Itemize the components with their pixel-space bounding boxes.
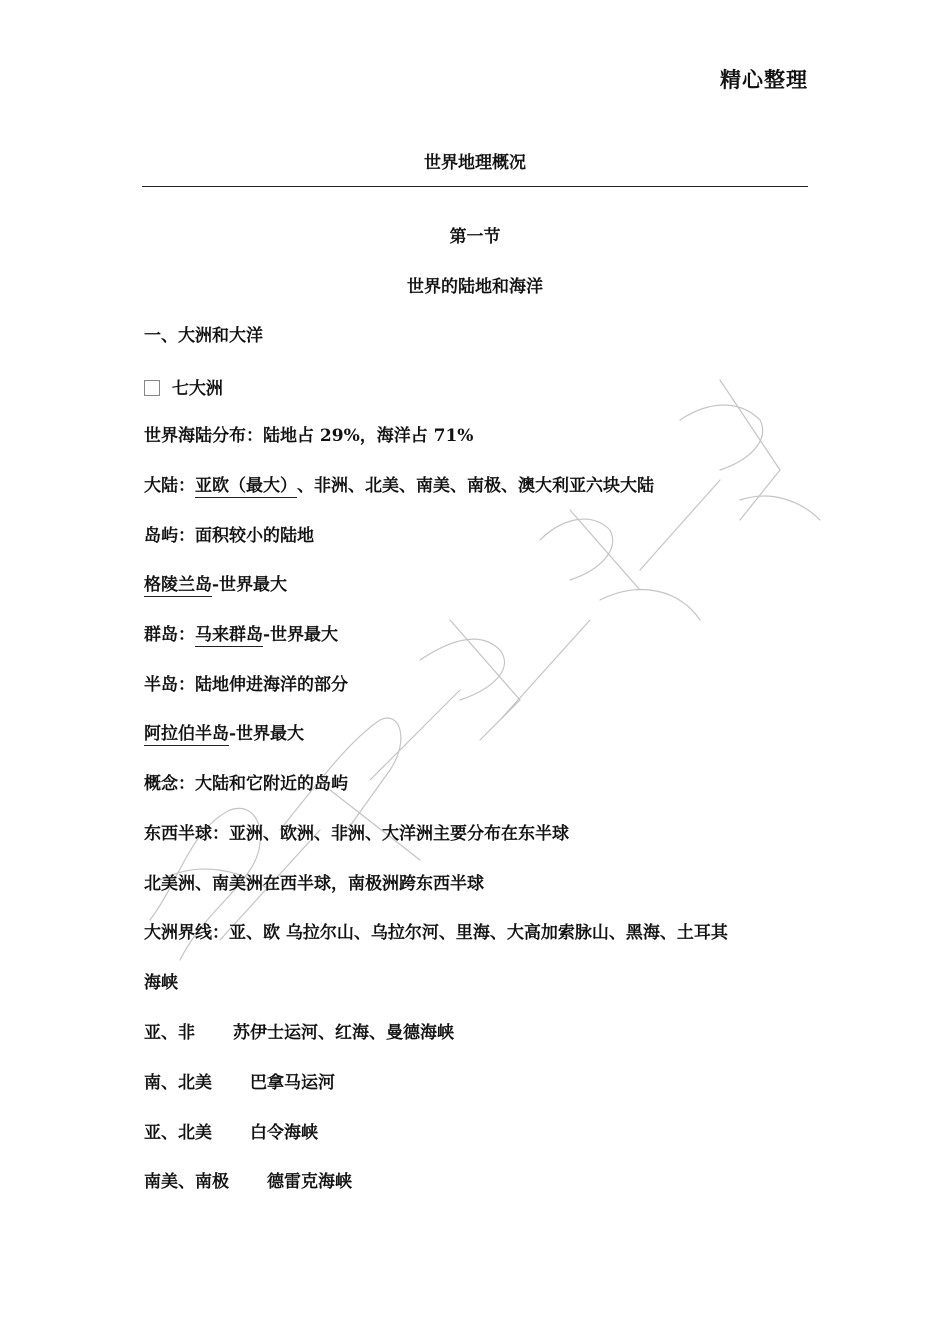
asia-north-america-boundary — [144, 1118, 318, 1143]
greenland-note: -世界最大 — [212, 575, 288, 595]
title-divider — [142, 186, 808, 187]
header-text: 精心整理 — [720, 67, 808, 92]
document-title: 世界地理概况 — [424, 153, 526, 173]
boundary-features: 苏伊士运河、红海、曼德海峡 — [233, 1023, 454, 1043]
island-definition: 岛屿：面积较小的陆地 — [144, 526, 314, 546]
heading-continents-oceans: 一、大洲和大洋 — [144, 326, 263, 346]
asia-africa-boundary — [144, 1018, 454, 1043]
hemisphere-line-1: 东西半球：亚洲、欧洲、非洲、大洋洲主要分布在东半球 — [144, 824, 569, 844]
greenland-line — [144, 570, 287, 597]
concept-line: 概念：大陆和它附近的岛屿 — [144, 774, 348, 794]
peninsula-definition: 半岛：陆地伸进海洋的部分 — [144, 675, 348, 695]
boundary-features: 巴拿马运河 — [250, 1073, 335, 1093]
arabian-peninsula-line — [144, 719, 304, 746]
boundaries-line-1: 大洲界线：亚、欧 乌拉尔山、乌拉尔河、里海、大高加索脉山、黑海、土耳其 — [144, 923, 728, 943]
boundary-features: 德雷克海峡 — [267, 1172, 352, 1192]
greenland-underlined: 格陵兰岛 — [144, 575, 212, 595]
continents-list: 、非洲、北美、南美、南极、澳大利亚六块大陆 — [297, 476, 654, 496]
land-sea-distribution: 世界海陆分布：陆地占 29%，海洋占 71% — [144, 426, 474, 446]
archipelago-line — [144, 620, 338, 647]
continents-line — [144, 471, 654, 498]
arabian-peninsula-note: -世界最大 — [229, 724, 305, 744]
archipelago-note: -世界最大 — [263, 625, 339, 645]
boundary-features: 白令海峡 — [250, 1123, 318, 1143]
subheading-seven-continents — [144, 374, 223, 399]
boundary-pair: 亚、北美 — [144, 1123, 212, 1143]
south-america-antarctica-boundary — [144, 1167, 352, 1192]
boundary-pair: 南美、南极 — [144, 1172, 229, 1192]
hemisphere-line-2: 北美洲、南美洲在西半球，南极洲跨东西半球 — [144, 874, 484, 894]
boundary-pair: 亚、非 — [144, 1023, 195, 1043]
arabian-peninsula-underlined: 阿拉伯半岛 — [144, 724, 229, 744]
continents-label: 大陆： — [144, 476, 195, 496]
subheading-text: 七大洲 — [171, 379, 223, 399]
section-title: 世界的陆地和海洋 — [407, 277, 543, 297]
archipelago-label: 群岛： — [144, 625, 195, 645]
malay-archipelago-underlined: 马来群岛 — [195, 625, 263, 645]
bullet-box-icon — [144, 380, 160, 396]
north-south-america-boundary — [144, 1068, 335, 1093]
eurasia-underlined: 亚欧（最大） — [195, 476, 297, 496]
boundaries-line-2: 海峡 — [144, 973, 178, 993]
section-number: 第一节 — [449, 227, 501, 247]
boundary-pair: 南、北美 — [144, 1073, 212, 1093]
